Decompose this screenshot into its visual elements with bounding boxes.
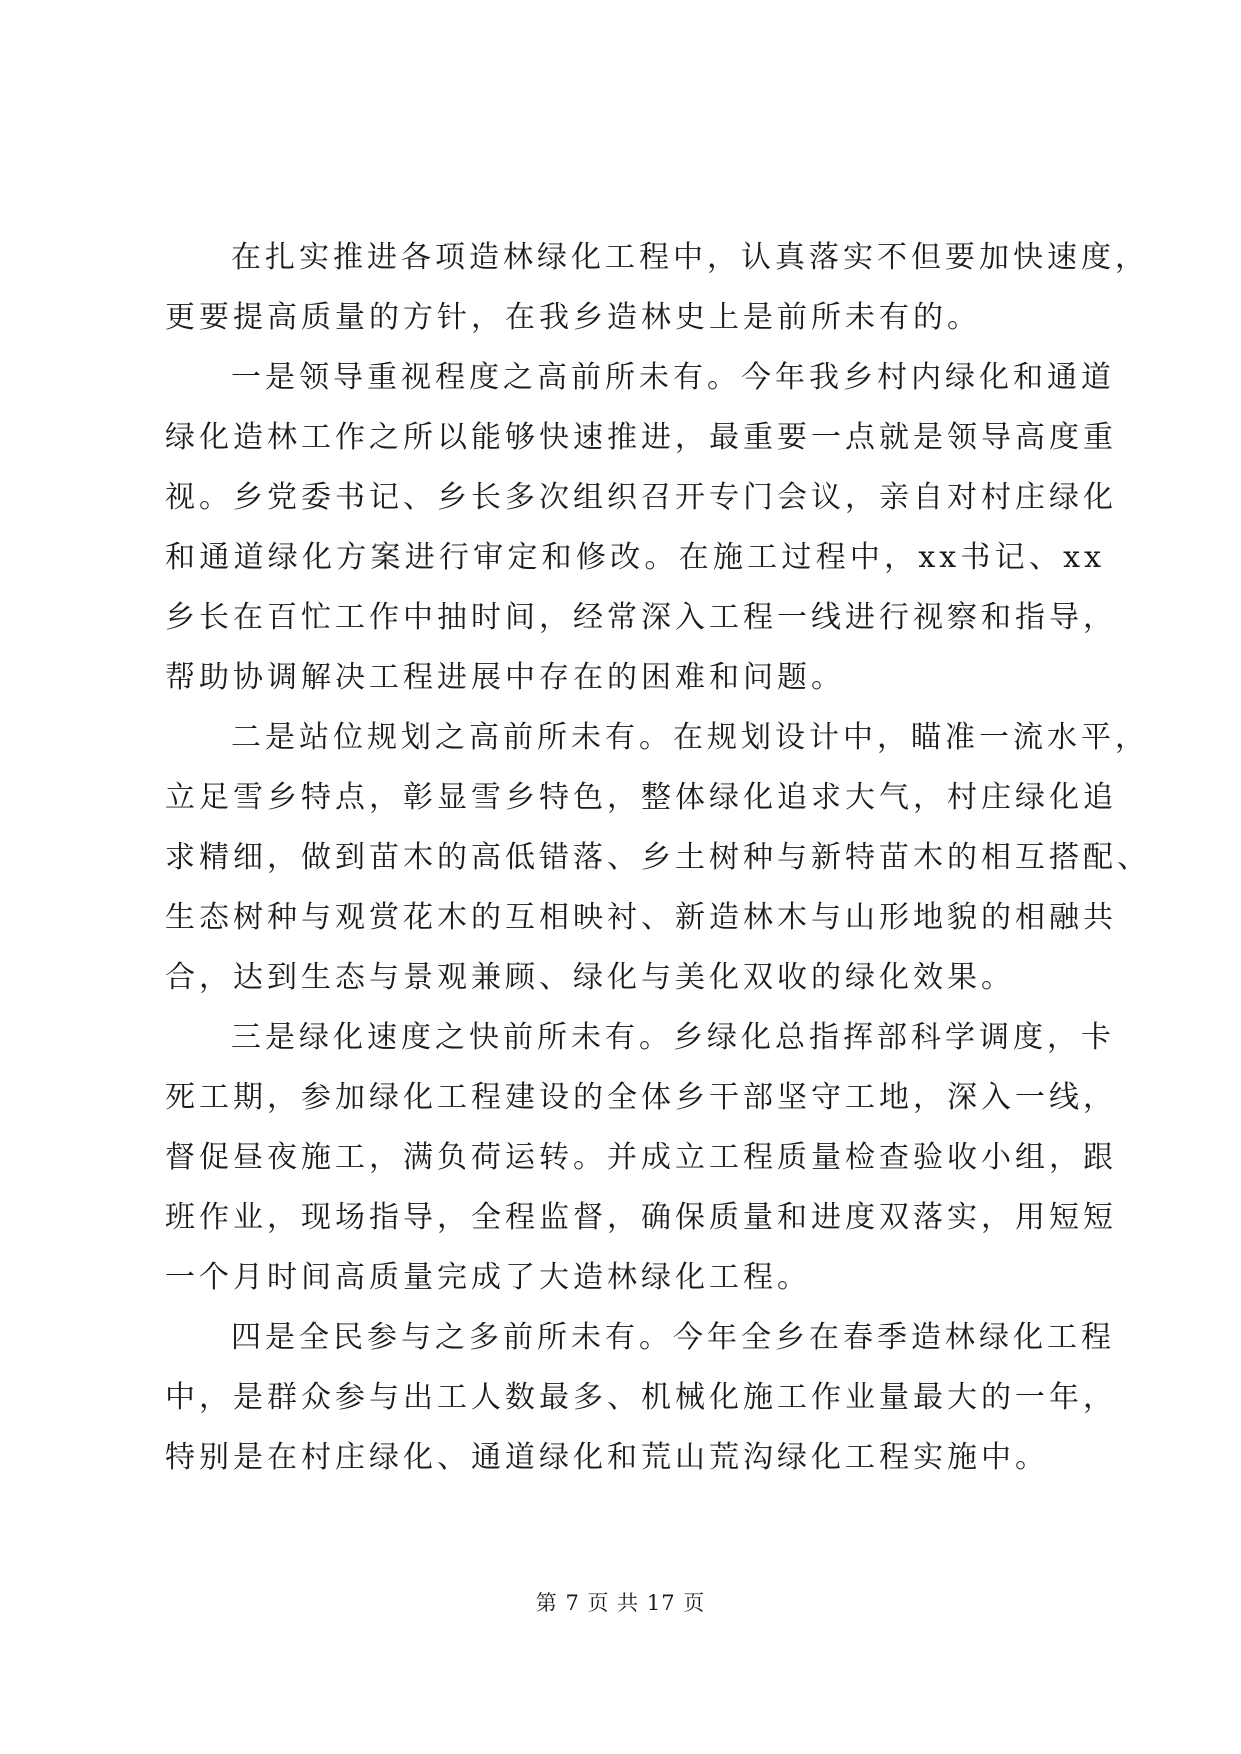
paragraph-line: 一是领导重视程度之高前所未有。今年我乡村内绿化和通道 (231, 360, 1115, 395)
paragraph-line: 三是绿化速度之快前所未有。乡绿化总指挥部科学调度，卡 (231, 1020, 1115, 1055)
paragraph-line: 绿化造林工作之所以能够快速推进，最重要一点就是领导高度重 (165, 420, 1117, 455)
page-number-footer: 第 7 页 共 17 页 (535, 1591, 706, 1615)
paragraph-line: 督促昼夜施工，满负荷运转。并成立工程质量检查验收小组，跟 (165, 1140, 1117, 1175)
paragraph-line: 乡长在百忙工作中抽时间，经常深入工程一线进行视察和指导， (165, 600, 1117, 635)
paragraph-line: 一个月时间高质量完成了大造林绿化工程。 (165, 1260, 811, 1295)
paragraph-line: 二是站位规划之高前所未有。在规划设计中，瞄准一流水平， (231, 720, 1149, 755)
paragraph-line: 死工期，参加绿化工程建设的全体乡干部坚守工地，深入一线， (165, 1080, 1117, 1115)
paragraph (165, 1008, 1117, 1308)
paragraph-line: 帮助协调解决工程进展中存在的困难和问题。 (165, 660, 845, 695)
paragraph-line: 特别是在村庄绿化、通道绿化和荒山荒沟绿化工程实施中。 (165, 1440, 1049, 1475)
paragraph-line: 四是全民参与之多前所未有。今年全乡在春季造林绿化工程 (231, 1320, 1115, 1355)
paragraph-line: 和通道绿化方案进行审定和修改。在施工过程中，xx书记、xx (165, 540, 1105, 575)
paragraph-line: 求精细，做到苗木的高低错落、乡土树种与新特苗木的相互搭配、 (165, 840, 1151, 875)
paragraph-line: 班作业，现场指导，全程监督，确保质量和进度双落实，用短短 (165, 1200, 1117, 1235)
paragraph-line: 视。乡党委书记、乡长多次组织召开专门会议，亲自对村庄绿化 (165, 480, 1117, 515)
paragraph-line: 更要提高质量的方针，在我乡造林史上是前所未有的。 (165, 300, 981, 335)
paragraph-line: 合，达到生态与景观兼顾、绿化与美化双收的绿化效果。 (165, 960, 1015, 995)
paragraph-line: 中，是群众参与出工人数最多、机械化施工作业量最大的一年， (165, 1380, 1117, 1415)
paragraph (165, 348, 1117, 708)
paragraph (165, 228, 1149, 348)
document-body (165, 228, 1151, 1488)
paragraph-line: 立足雪乡特点，彰显雪乡特色，整体绿化追求大气，村庄绿化追 (165, 780, 1117, 815)
paragraph-line: 在扎实推进各项造林绿化工程中，认真落实不但要加快速度， (231, 240, 1149, 275)
paragraph-line: 生态树种与观赏花木的互相映衬、新造林木与山形地貌的相融共 (165, 900, 1117, 935)
paragraph (165, 1308, 1117, 1488)
paragraph (165, 708, 1151, 1008)
